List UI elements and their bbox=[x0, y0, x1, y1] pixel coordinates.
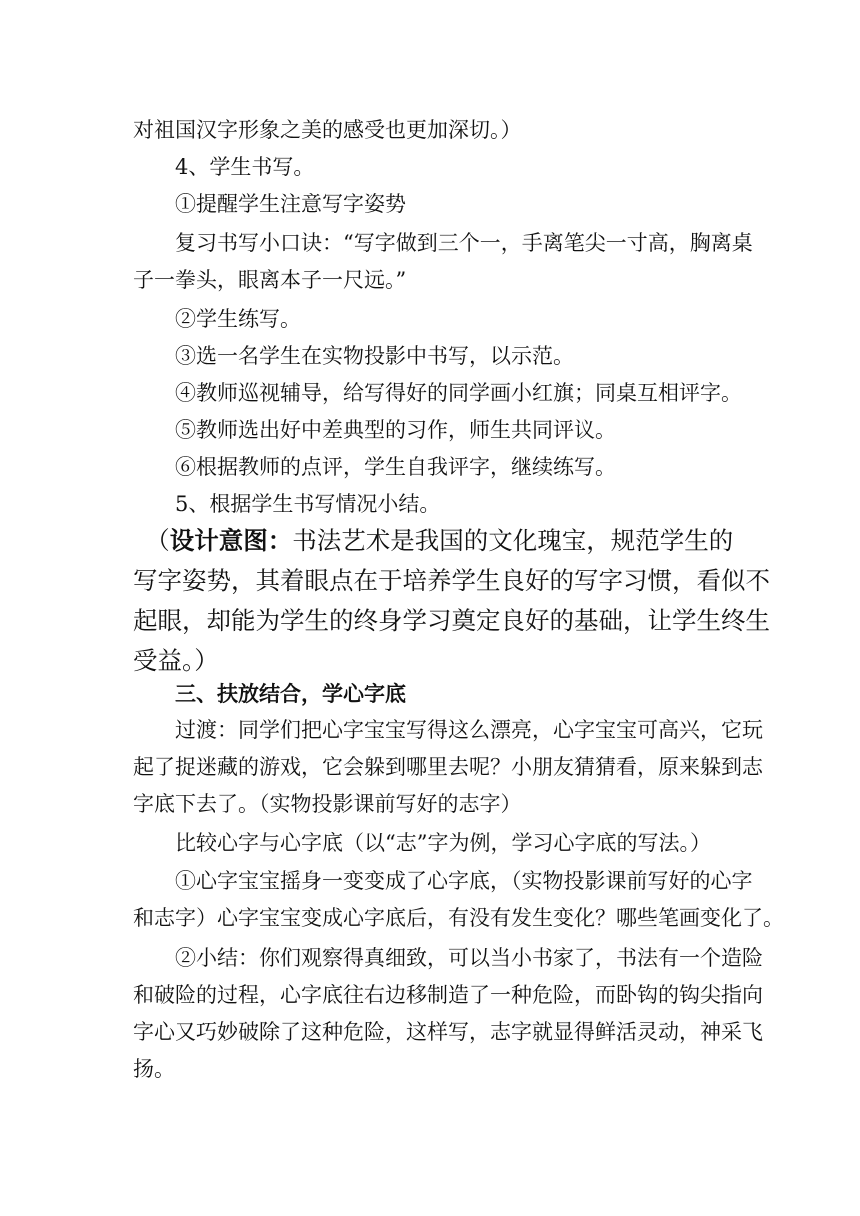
paragraph bbox=[133, 449, 733, 486]
text-line: ①心字宝宝摇身一变变成了心字底，（实物投影课前写好的心字 bbox=[133, 869, 753, 893]
design-note-label: 设计意图： bbox=[169, 526, 293, 555]
text-line: ②学生练写。 bbox=[133, 307, 301, 331]
heading-text: 三、扶放结合，学心字底 bbox=[133, 681, 406, 706]
paragraph bbox=[133, 863, 784, 937]
text-line: 比较心字与心字底（以“志”字为例，学习心字底的写法。） bbox=[133, 831, 711, 855]
paragraph bbox=[133, 375, 742, 412]
text-line: 扬。 bbox=[133, 1057, 175, 1081]
text-line: 受益。） bbox=[133, 646, 219, 675]
text-line: 过渡：同学们把心字宝宝写得这么漂亮，心字宝宝可高兴，它玩 bbox=[133, 718, 763, 742]
text-line: 起眼，却能为学生的终身学习奠定良好的基础，让学生终生 bbox=[133, 606, 770, 635]
text-line: 子一拳头，眼离本子一尺远。” bbox=[133, 268, 407, 292]
text-line: ②小结：你们观察得真细致，可以当小书家了，书法有一个造险 bbox=[133, 946, 763, 970]
text-line: 对祖国汉字形象之美的感受也更加深切。） bbox=[133, 118, 522, 142]
design-note-open: （ bbox=[133, 526, 170, 555]
paragraph bbox=[133, 225, 753, 299]
text-line: 字底下去了。（实物投影课前写好的志字） bbox=[133, 792, 522, 816]
paragraph bbox=[133, 412, 733, 449]
text-line: ⑤教师选出好中差典型的习作，师生共同评议。 bbox=[133, 418, 616, 442]
text-line: 写字姿势，其着眼点在于培养学生良好的写字习惯，看似不 bbox=[133, 566, 770, 595]
text-line: ③选一名学生在实物投影中书写，以示范。 bbox=[133, 344, 574, 368]
design-note-text: 书法艺术是我国的文化瑰宝，规范学生的 bbox=[292, 526, 734, 555]
text-line: 和志字）心字宝宝变成心字底后，有没有发生变化？哪些笔画变化了。 bbox=[133, 906, 784, 930]
text-line: 和破险的过程，心字底往右边移制造了一种危险，而卧钩的钩尖指向 bbox=[133, 983, 763, 1007]
text-line: ④教师巡视辅导，给写得好的同学画小红旗；同桌互相评字。 bbox=[133, 381, 742, 405]
text-line: 4、学生书写。 bbox=[133, 155, 315, 179]
paragraph bbox=[133, 112, 733, 149]
paragraph bbox=[133, 186, 733, 223]
text-line: 起了捉迷藏的游戏，它会躲到哪里去呢？小朋友猜猜看，原来躲到志 bbox=[133, 755, 763, 779]
paragraph bbox=[133, 301, 733, 338]
text-line: 5、根据学生书写情况小结。 bbox=[133, 492, 441, 516]
section-heading bbox=[133, 675, 733, 712]
text-line: ⑥根据教师的点评，学生自我评字，继续练写。 bbox=[133, 455, 616, 479]
text-line bbox=[133, 521, 733, 561]
paragraph bbox=[133, 338, 733, 375]
paragraph bbox=[133, 825, 733, 862]
text-line: 字心又巧妙破除了这种危险，这样写，志字就显得鲜活灵动，神采飞 bbox=[133, 1020, 763, 1044]
text-line: 复习书写小口诀：“写字做到三个一，手离笔尖一寸高，胸离桌 bbox=[133, 231, 753, 255]
paragraph bbox=[133, 149, 733, 186]
design-note bbox=[133, 521, 770, 681]
paragraph bbox=[133, 712, 763, 823]
paragraph bbox=[133, 940, 763, 1088]
paragraph bbox=[133, 486, 733, 523]
text-line: ①提醒学生注意写字姿势 bbox=[133, 192, 406, 216]
